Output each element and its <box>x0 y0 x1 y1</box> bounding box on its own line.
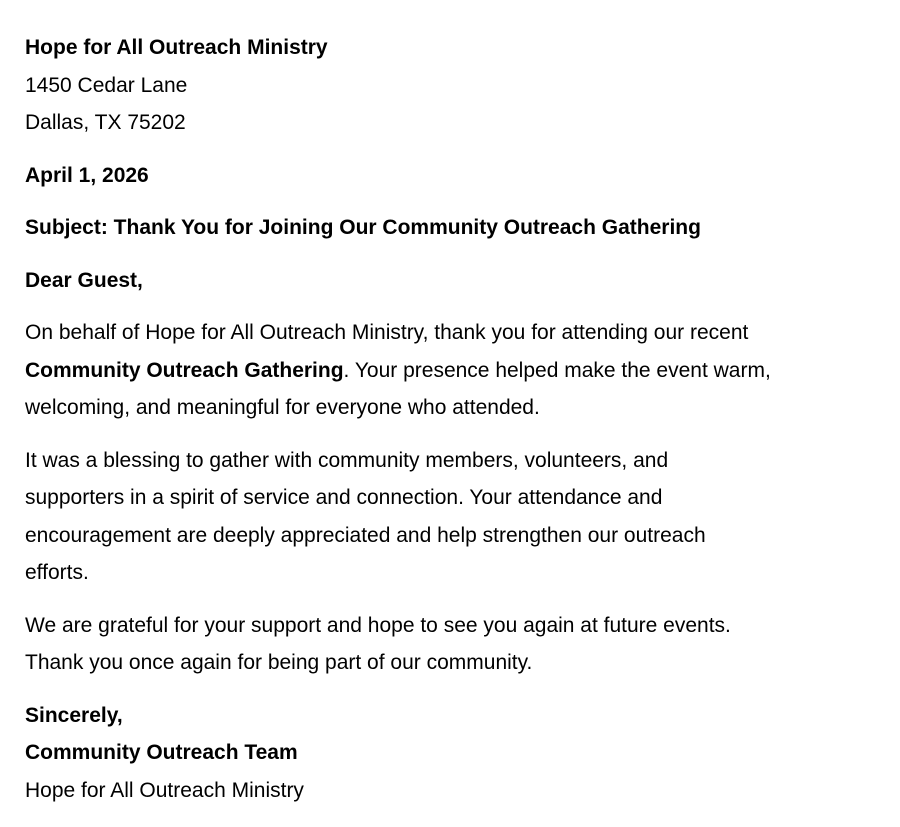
paragraph-2-line-2: supporters in a spirit of service and connection. Your attendance and <box>25 486 663 509</box>
paragraph-2-line-3: encouragement are deeply appreciated and help strengthen our outreach <box>25 523 706 547</box>
paragraph-1-line-2 <box>25 352 885 390</box>
paragraph-3-line-1: We are grateful for your support and hope to see you again at future events. <box>25 613 731 637</box>
paragraph-1-line-2-rest: . Your presence helped make the event warm, <box>343 358 771 382</box>
closing-valediction: Sincerely, <box>25 703 123 727</box>
paragraph-1-line-1: On behalf of Hope for All Outreach Ministry, thank you for attending our recent <box>25 321 749 344</box>
closing-organization: Hope for All Outreach Ministry <box>25 778 304 802</box>
paragraph-2-line-4: efforts. <box>25 561 89 584</box>
closing-block <box>25 697 885 810</box>
paragraph-3 <box>25 607 885 682</box>
event-name-emphasis: Community Outreach Gathering <box>25 358 344 382</box>
sender-address-line2: Dallas, TX 75202 <box>25 111 186 134</box>
sender-block <box>25 29 885 142</box>
subject-block <box>25 209 885 247</box>
date-block <box>25 157 885 195</box>
sender-organization: Hope for All Outreach Ministry <box>25 36 328 59</box>
paragraph-2 <box>25 442 885 592</box>
paragraph-1 <box>25 314 885 427</box>
sender-address-line1: 1450 Cedar Lane <box>25 73 188 97</box>
salutation-block <box>25 262 885 300</box>
closing-team: Community Outreach Team <box>25 741 298 764</box>
letter <box>25 29 885 809</box>
letter-date: April 1, 2026 <box>25 163 149 187</box>
letter-subject: Subject: Thank You for Joining Our Community Outreach Gathering <box>25 216 701 239</box>
paragraph-3-line-2: Thank you once again for being part of our community. <box>25 651 533 674</box>
paragraph-1-line-3: welcoming, and meaningful for everyone who attended. <box>25 396 540 419</box>
letter-salutation: Dear Guest, <box>25 268 143 292</box>
paragraph-2-line-1: It was a blessing to gather with community members, volunteers, and <box>25 448 669 472</box>
